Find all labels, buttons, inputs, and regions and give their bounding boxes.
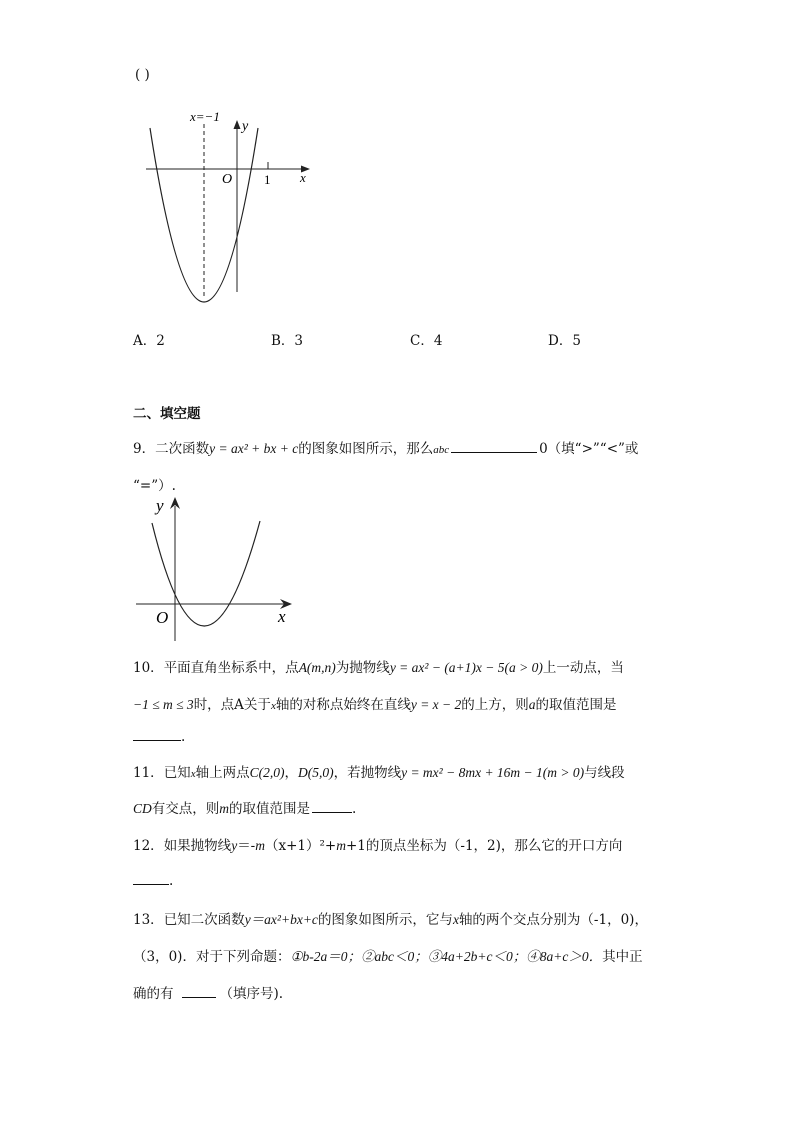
q11-line2: CD有交点，则m的取值范围是 .	[133, 801, 357, 817]
section-title: 二、填空题	[133, 406, 201, 422]
q11-answer-blank[interactable]	[312, 799, 352, 813]
q10-line3: .	[133, 727, 185, 745]
q13-claim-3: ③4a+2b+c＜0；	[427, 949, 527, 964]
q9-label-o: O	[156, 608, 169, 627]
q8-answer-paren: ( )	[135, 67, 150, 83]
q13-answer-blank[interactable]	[182, 984, 216, 998]
q8-label-y: y	[242, 119, 249, 134]
q13-line2: （3，0)．对于下列命题：①b-2a＝0；②abc＜0；③4a+2b+c＜0；④8a+c＞0．其中正	[133, 949, 643, 965]
q13-claim-1: ①b-2a＝0；	[290, 949, 362, 964]
q13-equation: y＝ax²+bx+c	[244, 912, 318, 927]
q13-line3: 确的有 （填序号).	[133, 986, 284, 1002]
q12-line1: 12．如果抛物线y＝-m（x+1）²+m+1的顶点坐标为（-1，2)，那么它的开口方向	[133, 838, 623, 854]
q9-line2: “=”）.	[133, 478, 176, 494]
q11-equation: y = mx² − 8mx + 16m − 1(m > 0)	[401, 765, 585, 780]
q10-equation: y = ax² − (a+1)x − 5(a > 0)	[389, 660, 543, 675]
q11-line1: 11．已知x轴上两点C(2,0)，D(5,0)，若抛物线y = mx² − 8mx + 16m − 1(m > 0)与线段	[133, 765, 625, 781]
q8-label-o: O	[222, 172, 233, 187]
q12-answer-blank[interactable]	[133, 871, 169, 885]
q8-option-b[interactable]: B．3	[271, 333, 304, 349]
q9-label-y: y	[156, 496, 164, 515]
q10-line1: 10．平面直角坐标系中，点A(m,n)为抛物线y = ax² − (a+1)x − 5(a > 0)上一动点，当	[133, 660, 624, 676]
q13-line1: 13．已知二次函数y＝ax²+bx+c的图象如图所示，它与x轴的两个交点分别为（-1，0)，	[133, 912, 648, 928]
q8-option-a[interactable]: A．2	[133, 333, 165, 349]
q9-label-x: x	[278, 607, 286, 626]
q10-answer-blank[interactable]	[133, 727, 181, 741]
q10-line2: −1 ≤ m ≤ 3时，点A关于x轴的对称点始终在直线y = x − 2的上方，则a的取值范围是	[133, 697, 617, 713]
q8-label-vline: x=−1	[190, 109, 220, 124]
q8-label-1: 1	[264, 172, 271, 187]
q8-label-x: x	[300, 170, 306, 185]
q8-option-c[interactable]: C．4	[410, 333, 443, 349]
q9-equation: y = ax² + bx + c	[209, 441, 299, 456]
q9-line1: 9．二次函数y = ax² + bx + c的图象如图所示，那么abc 0（填“>”“<”或	[133, 441, 639, 457]
q13-claim-2: ②abc＜0；	[361, 949, 428, 964]
q13-claim-4: ④8a+c＞0．	[526, 949, 603, 964]
q12-line2: .	[133, 871, 173, 889]
q8-option-d[interactable]: D．5	[548, 333, 581, 349]
